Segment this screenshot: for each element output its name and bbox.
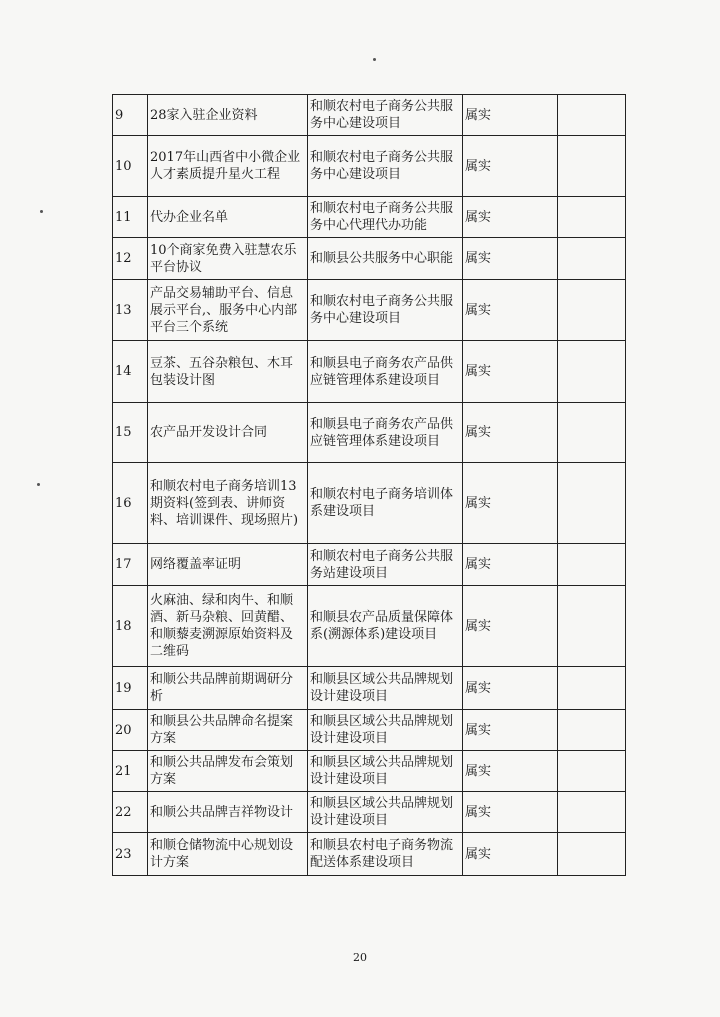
row-number: 17 [113,544,148,586]
verification-status: 属实 [463,463,558,544]
remark [558,341,626,403]
material-item: 和顺仓储物流中心规划设计方案 [148,833,308,876]
page-number: 20 [353,951,367,964]
material-item: 火麻油、绿和肉牛、和顺酒、新马杂粮、回黄醋、和顺藜麦溯源原始资料及二维码 [148,586,308,667]
material-item: 28家入驻企业资料 [148,95,308,136]
remark [558,403,626,463]
scan-speck [37,483,40,486]
material-item: 和顺县公共品牌命名提案方案 [148,710,308,751]
project-name: 和顺农村电子商务公共服务中心代理代办功能 [308,197,463,238]
table-row [113,403,626,463]
material-item: 代办企业名单 [148,197,308,238]
remark [558,751,626,792]
materials-table-body [113,95,626,876]
row-number: 11 [113,197,148,238]
row-number: 22 [113,792,148,833]
table-row [113,463,626,544]
table-row [113,197,626,238]
verification-status: 属实 [463,95,558,136]
project-name: 和顺农村电子商务公共服务中心建设项目 [308,136,463,197]
material-item: 农产品开发设计合同 [148,403,308,463]
verification-status: 属实 [463,710,558,751]
table-row [113,238,626,280]
project-name: 和顺县农产品质量保障体系(溯源体系)建设项目 [308,586,463,667]
row-number: 10 [113,136,148,197]
table-row [113,792,626,833]
project-name: 和顺县电子商务农产品供应链管理体系建设项目 [308,341,463,403]
remark [558,238,626,280]
material-item: 10个商家免费入驻慧农乐平台协议 [148,238,308,280]
project-name: 和顺县区域公共品牌规划设计建设项目 [308,751,463,792]
material-item: 产品交易辅助平台、信息展示平台,、服务中心内部平台三个系统 [148,280,308,341]
verification-status: 属实 [463,586,558,667]
remark [558,667,626,710]
row-number: 15 [113,403,148,463]
row-number: 14 [113,341,148,403]
material-item: 和顺公共品牌吉祥物设计 [148,792,308,833]
material-item: 2017年山西省中小微企业人才素质提升星火工程 [148,136,308,197]
table-row [113,136,626,197]
verification-status: 属实 [463,833,558,876]
table-row [113,341,626,403]
remark [558,792,626,833]
row-number: 21 [113,751,148,792]
verification-status: 属实 [463,136,558,197]
table-row [113,95,626,136]
project-name: 和顺农村电子商务公共服务站建设项目 [308,544,463,586]
project-name: 和顺农村电子商务公共服务中心建设项目 [308,280,463,341]
project-name: 和顺县电子商务农产品供应链管理体系建设项目 [308,403,463,463]
remark [558,280,626,341]
remark [558,710,626,751]
remark [558,586,626,667]
verification-status: 属实 [463,238,558,280]
table-row [113,833,626,876]
material-item: 和顺农村电子商务培训13期资料(签到表、讲师资料、培训课件、现场照片) [148,463,308,544]
verification-status: 属实 [463,667,558,710]
materials-table [112,94,626,876]
row-number: 19 [113,667,148,710]
verification-status: 属实 [463,792,558,833]
scan-speck [40,210,43,213]
row-number: 13 [113,280,148,341]
remark [558,136,626,197]
verification-status: 属实 [463,403,558,463]
material-item: 和顺公共品牌前期调研分析 [148,667,308,710]
project-name: 和顺县区域公共品牌规划设计建设项目 [308,710,463,751]
project-name: 和顺县公共服务中心职能 [308,238,463,280]
table-row [113,544,626,586]
row-number: 16 [113,463,148,544]
row-number: 12 [113,238,148,280]
table-row [113,710,626,751]
table-row [113,280,626,341]
material-item: 网络覆盖率证明 [148,544,308,586]
project-name: 和顺县农村电子商务物流配送体系建设项目 [308,833,463,876]
scan-speck [373,58,376,61]
table-row [113,586,626,667]
verification-status: 属实 [463,751,558,792]
remark [558,463,626,544]
row-number: 9 [113,95,148,136]
project-name: 和顺县区域公共品牌规划设计建设项目 [308,792,463,833]
material-item: 豆茶、五谷杂粮包、木耳包装设计图 [148,341,308,403]
project-name: 和顺农村电子商务培训体系建设项目 [308,463,463,544]
project-name: 和顺农村电子商务公共服务中心建设项目 [308,95,463,136]
remark [558,544,626,586]
row-number: 23 [113,833,148,876]
verification-status: 属实 [463,544,558,586]
material-item: 和顺公共品牌发布会策划方案 [148,751,308,792]
verification-status: 属实 [463,197,558,238]
verification-status: 属实 [463,280,558,341]
remark [558,95,626,136]
table-row [113,751,626,792]
verification-status: 属实 [463,341,558,403]
table-row [113,667,626,710]
remark [558,833,626,876]
remark [558,197,626,238]
project-name: 和顺县区域公共品牌规划设计建设项目 [308,667,463,710]
row-number: 20 [113,710,148,751]
row-number: 18 [113,586,148,667]
